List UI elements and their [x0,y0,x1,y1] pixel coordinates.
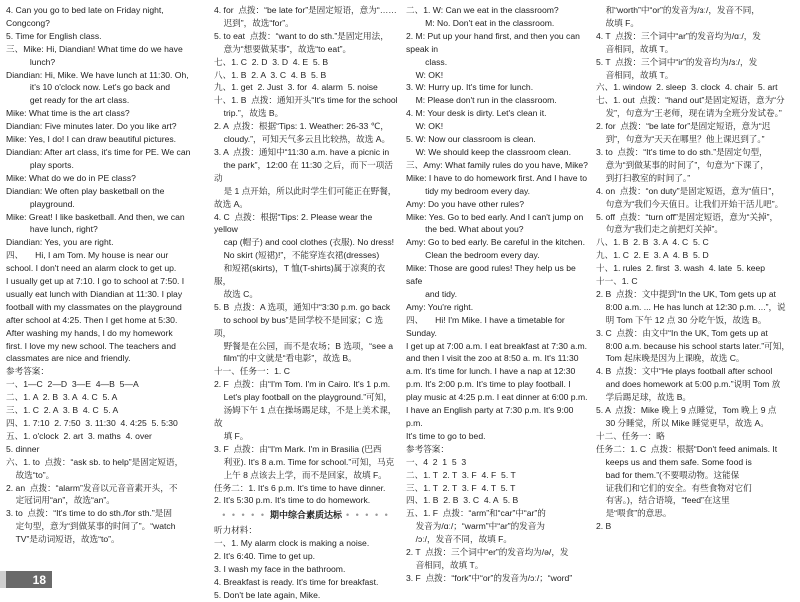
text-line: 意为“到做某事的时间了”，句意为“下课了， [596,159,769,170]
text-line: 是 1 点开始，所以此时学生们可能正在野餐，故选 A。 [214,185,397,209]
text-line: 四、 Hi, I am Tom. My house is near our [6,250,169,261]
text-line: I get up at 7:00 a.m. I eat breakfast at 7:30 a.m. [406,340,588,351]
text-line: 3. W: Hurry up. It's time for lunch. [406,82,534,93]
text-line: 和短裙(skirts)，T 恤(T-shirts)属于凉爽的衣服， [214,263,386,287]
text-line: 3. to 点拨：“It's time to do sth.”是固定句型， [596,146,768,157]
text-line: 句意为“我们走之前把灯关掉”。 [596,224,724,235]
text-line: 八、1. B 2. B 3. A 4. C 5. C [596,237,709,248]
text-line: W: OK! [406,121,444,132]
divider-dots: • • • • • [222,510,266,521]
text-line: TV”是动词短语，故选“to”。 [6,534,120,545]
text-line: 2. A 点拨：根据“Tips: 1. Weather: 26-33 ℃， [214,121,389,132]
text-line: 5. W: Now our classroom is clean. [406,134,536,145]
text-line: 听力材料： [214,525,257,536]
text-line: Diandian: We often play basketball on the [6,185,165,196]
text-line: 2. an 点拨：“alarm”发音以元音音素开头，不 [6,482,178,493]
text-line: 3. I wash my face in the bathroom. [214,563,346,574]
text-line: 有害。)，结合语境，“feed”在这里 [596,495,730,506]
column-2 [214,4,398,602]
text-line: 2. F 点拨：由“I'm Tom. I'm in Cairo. It's 1 p.m. [214,379,391,390]
text-line: 迟到”，故选“for”。 [214,17,294,28]
text-line: 发”，句意为“王老师，现在请为全班分发试卷。” [596,108,782,119]
text-line: football with my classmates on the playground [6,301,182,312]
text-line: Diandian: Yes, you are right. [6,237,114,248]
text-line: Amy: You're right. [406,301,474,312]
text-line: playground. [6,198,75,209]
text-line: a.m. It's time for lunch. I have a nap at 12:30 [406,366,576,377]
text-line: 定冠词用“an”，故选“an”。 [6,495,115,506]
text-line: 5. off 点拨：“turn off”是固定短语，意为“关掉”， [596,211,779,222]
text-line: Mike: Yes. Go to bed early. And I can't jump on [406,211,584,222]
text-line: cloudy.”，可知天气多云且比较热，故选 A。 [214,134,391,145]
section-header [214,509,398,522]
text-line: first. I love my new school. The teachers and [6,340,176,351]
text-line: class. [406,56,448,67]
text-line: 故填 F。 [596,17,639,28]
text-line: 十、1. rules 2. first 3. wash 4. late 5. keep [596,263,766,274]
text-line: 4. on 点拨：“on duty”是固定短语，意为“值日”， [596,185,780,196]
text-line: 5. Time for English class. [6,30,102,41]
text-line: Amy: Go to bed early. Be careful in the kitchen. [406,237,585,248]
text-line: 七、1. C 2. D 3. D 4. E 5. B [214,56,329,67]
text-line: 野餐是在公园，而不是农场；B 选项，“see a [214,340,394,351]
text-line: 4. Breakfast is ready. It's time for breakfast. [214,576,379,587]
text-line: 5. Don't be late again, Mike. [214,589,321,600]
text-line: 到”，句意为“天天在哪里？他上课迟到了。” [596,134,765,145]
text-line: 句意为“我们今天值日。让我们开始干活儿吧”。 [596,198,784,209]
text-line: 六、1. window 2. sleep 3. clock 4. chair 5. art [596,82,778,93]
text-line: Diandian: Five minutes later. Do you like art? [6,121,177,132]
text-line: 意为“想要做某事”，故选“to eat”。 [214,43,352,54]
text-line: 故选“to”。 [6,469,55,480]
text-line: have lunch, right? [6,224,98,235]
text-line: 4. T 点拨：三个词中“ar”的发音均为/ɑː/，发 [596,30,761,41]
text-line: 一、1—C 2—D 3—E 4—B 5—A [6,379,139,390]
text-line: 4. for 点拨：“be late for”是固定短语，意为“…… [214,5,397,15]
text-line: Mike: What time is the art class? [6,108,130,119]
text-line: 4. Can you go to bed late on Friday night, Congcong? [6,5,167,28]
text-line: 一、1. My alarm clock is making a noise. [214,538,370,549]
text-line: the bed. What about you? [406,224,524,235]
text-line: 九、1. get 2. Just 3. for 4. alarm 5. noise [214,82,378,93]
text-line: 三、1. T 2. T 3. F 4. T 5. T [406,482,516,493]
text-line: 音相同，故填 T。 [596,43,674,54]
text-line: After washing my hands, I do my homework [6,327,173,338]
text-line: 证我们和它们的安全。有些食物对它们 [596,482,752,493]
text-line: 十二、任务一：略 [596,430,665,441]
text-line: 到打扫教室的时间了。” [596,172,691,183]
text-line: 四、1. B 2. B 3. C 4. A 5. B [406,495,519,506]
text-line: keeps us and them safe. Some food is [596,456,752,467]
text-line: 二、1. W: Can we eat in the classroom? [406,5,559,15]
text-line: 二、1. A 2. B 3. A 4. C 5. A [6,392,118,403]
text-line: 2. B 点拨：文中提到“In the UK, Tom gets up at [596,288,776,299]
column-3 [406,4,590,585]
text-line: play sports. [6,159,74,170]
text-line: 2. It's 6:40. Time to get up. [214,551,316,562]
section-title: 期中综合素质达标 [269,510,342,521]
text-line: 5. B 点拨：A 选项，通知中“3:30 p.m. go back [214,301,391,312]
text-line: Amy: Do you have other rules? [406,198,524,209]
text-line: 一、4 2 1 5 3 [406,456,467,467]
text-line: school. I don't need an alarm clock to get up. [6,263,177,274]
text-line: get ready for the art class. [6,95,130,106]
text-line: W: OK! [406,69,444,80]
text-line: 六、1. to 点拨：“ask sb. to help”是固定短语， [6,456,184,467]
text-line: 4. B 点拨：文中“He plays football after school [596,366,773,377]
text-line: 和“worth”中“or”的发音为/ɜː/，发音不同， [596,5,760,15]
text-line: 五、1. F 点拨：“arm”和“car”中“ar”的 [406,508,546,519]
text-line: and then I visit the zoo at 8:50 a. m. It's 11:30 [406,353,579,364]
text-line: 十一、1. C [596,276,638,287]
text-line: Mike: I have to do homework first. And I have to [406,172,588,183]
text-line: 2. M: Put up your hand first, and then you can speak in [406,30,583,54]
text-line: and does homework at 5:00 p.m.”说明 Tom 放 [596,379,781,390]
page-number: 18 [0,571,52,588]
text-line: 3. F 点拨：“fork”中“or”的发音为/ɔː/；“word” [406,572,573,583]
text-line: Clean the bedroom every day. [406,250,540,261]
text-line: M: No. Don't eat in the classroom. [406,17,555,28]
text-line: 学后踢足球，故选 B。 [596,392,692,403]
text-line: 任务二：1. C 点拨：根据“Don't feed animals. It [596,443,778,454]
text-line: the park”，12:00 在 11:30 之后，而下一项活动 [214,159,393,183]
text-line: Tom 起床晚是因为上课晚，故选 C。 [596,353,745,364]
text-line: 参考答案： [406,443,449,454]
text-line: Diandian: Hi, Mike. We have lunch at 11:30. Oh, [6,69,189,80]
text-line: cap (帽子) and cool clothes (衣服). No dress! [214,237,395,248]
text-line: 明 Tom 下午 12 点 30 分吃午饭，故选 B。 [596,314,767,325]
text-line: bad for them.”(不要喂动物。这能保 [596,469,740,480]
text-line: 九、1. C 2. E 3. A 4. B 5. D [596,250,709,261]
text-line: trip.”，故选 B。 [214,108,284,119]
text-line: 八、1. B 2. A 3. C 4. B 5. B [214,69,327,80]
text-line: 任务二：1. It's 6 p.m. It's time to have dinner. [214,482,386,493]
text-line: tidy my bedroom every day. [406,185,531,196]
text-line: /ɔː/，发音不同，故填 F。 [406,534,513,545]
text-line: 上午 8 点该去上学，而不是回家，故填 F。 [214,469,387,480]
text-line: 2. T 点拨：三个词中“er”的发音均为/ə/，发 [406,547,569,558]
text-line: 五、1. o'clock 2. art 3. maths 4. over [6,430,152,441]
text-line: 音相同，故填 T。 [596,69,674,80]
text-line: 2. B [596,521,612,532]
text-line: 定句型，意为“到做某事的时间了”。“watch [6,521,176,532]
text-line: 2. for 点拨：“be late for”是固定短语，意为“迟 [596,121,771,132]
text-line: 利亚). It's 8 a.m. Time for school.”可知，马克 [214,456,395,467]
text-line: 参考答案： [6,366,49,377]
text-line: 8:00 a.m. ... He has lunch at 12:30 p.m. ...”，说 [596,301,786,312]
text-line: it's 10 o'clock now. Let's go back and [6,82,171,93]
text-line: classmates are nice and friendly. [6,353,131,364]
text-line: to school by bus”是回学校不是回家；C 选项， [214,314,384,338]
text-line: p.m. It's 2:00 p.m. It's time to play football. I [406,379,571,390]
text-line: W: We should keep the classroom clean. [406,146,571,157]
text-line: Mike: Great! I like basketball. And then, we can [6,211,185,222]
text-line: 四、 Hi! I'm Mike. I have a timetable for Sunday. [406,314,568,338]
text-line: and tidy. [406,288,457,299]
text-line: It's time to go to bed. [406,430,486,441]
text-line: 四、1. 7:10 2. 7:50 3. 11:30 4. 4:25 5. 5:30 [6,418,178,428]
text-line: No skirt (短裙)!”，不能穿连衣裙(dresses) [214,250,380,261]
text-line: 5. T 点拨：三个词中“ir”的发音均为/ɜː/，发 [596,56,758,67]
text-line: film”的中文就是“看电影”，故选 B。 [214,353,357,364]
text-line: Let's play football on the playground.”可知， [214,392,392,403]
text-line: 5. A 点拨：Mike 晚上 9 点睡觉，Tom 晚上 9 点 [596,405,777,416]
text-line: 8:00 a.m. because his school starts later.”可知， [596,340,790,351]
text-line: 填 F。 [214,430,249,441]
text-line: play music at 4:25 p.m. I eat dinner at 6:00 p.m. [406,392,588,403]
text-line: Mike: Those are good rules! They help us be safe [406,263,579,287]
text-line: usually eat lunch with Diandian at 11:30. I play [6,288,183,299]
text-line: 3. F 点拨：由“I'm Mark. I'm in Brasilia (巴西 [214,443,382,454]
text-line: 4. M: Your desk is dirty. Let's clean it. [406,108,547,119]
text-line: Mike: What do we do in PE class? [6,172,136,183]
text-line: after school at 4:25. Then I get home at 5:30. [6,314,178,325]
text-line: 三、Amy: What family rules do you have, Mike? [406,159,588,170]
text-line: 汤姆下午 1 点在操场踢足球，不是上美术课，故 [214,405,397,428]
text-line: Mike: Yes, I do! I can draw beautiful pictures. [6,134,177,145]
text-line: 30 分睡觉，所以 Mike 睡觉更早，故选 A。 [596,418,769,428]
text-line: 三、Mike: Hi, Diandian! What time do we have [6,43,183,54]
text-line: 4. C 点拨：根据“Tips: 2. Please wear the yellow [214,211,375,235]
text-line: 是“喂食”的意思。 [596,508,672,519]
text-line: 二、1. T 2. T 3. F 4. F 5. T [406,469,516,480]
text-line: M: Please don't run in the classroom. [406,95,557,106]
text-line: I have an English party at 7:30 p.m. It's 9:00 p.m. [406,405,576,428]
text-line: 2. It's 5:30 p.m. It's time to do homework. [214,495,371,506]
column-4 [596,4,794,533]
text-line: Diandian: After art class, it's time for PE. We can [6,146,191,157]
text-line: 十一、任务一：1. C [214,366,290,377]
text-line: I usually get up at 7:10. I go to school at 7:50. I [6,276,185,287]
text-line: 发音为/ɑː/；“warm”中“ar”的发音为 [406,521,545,532]
text-line: 5. to eat 点拨：“want to do sth.”是固定用法， [214,30,389,41]
text-line: lunch? [6,56,56,67]
column-1 [6,4,200,546]
text-line: 十、1. B 点拨：通知开头“It's time for the school [214,95,398,106]
text-line: 音相同，故填 T。 [406,559,484,570]
text-line: 三、1. C 2. A 3. B 4. C 5. A [6,405,119,416]
divider-dots: • • • • • [346,510,390,521]
text-line: 3. to 点拨：“It's time to do sth./for sth.”是固 [6,508,172,519]
text-line: 七、1. out 点拨：“hand out”是固定短语，意为“分 [596,95,785,106]
text-line: 3. C 点拨：由文中“In the UK, Tom gets up at [596,327,768,338]
text-line: 3. A 点拨：通知中“11:30 a.m. have a picnic in [214,146,390,157]
text-line: 故选 C。 [214,288,258,299]
text-line: 5. dinner [6,443,40,454]
